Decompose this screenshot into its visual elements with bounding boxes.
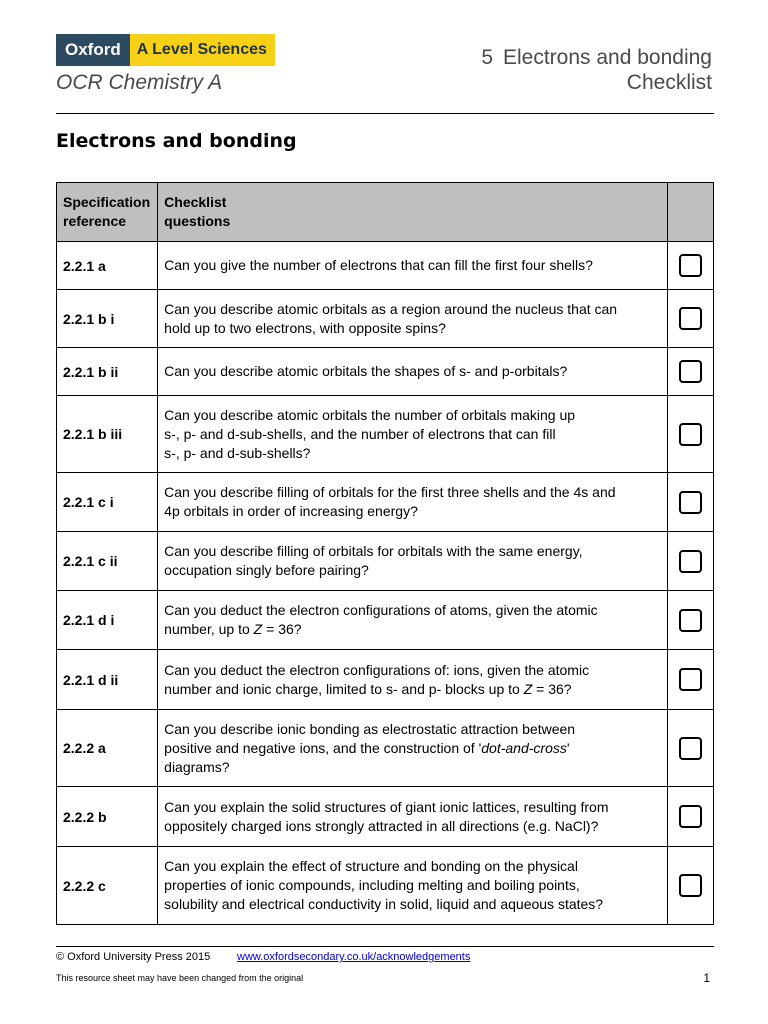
spec-reference: 2.2.1 b i	[57, 290, 158, 348]
question-line: number and ionic charge, limited to s- and p- blocks up to Z = 36?	[164, 680, 572, 697]
table-row	[57, 847, 714, 925]
disclaimer-text: This resource sheet may have been changed from the original	[56, 973, 304, 983]
checkbox-cell	[668, 591, 714, 650]
table-row	[57, 348, 714, 396]
checkbox[interactable]	[679, 874, 702, 897]
header-spec-reference: Specification reference	[57, 183, 158, 242]
checklist-question	[158, 290, 668, 348]
question-line: Can you give the number of electrons that can fill the first four shells?	[164, 257, 593, 273]
table-row	[57, 710, 714, 787]
question-line: properties of ionic compounds, including melting and boiling points,	[164, 877, 580, 893]
document-title	[481, 45, 712, 95]
spec-reference: 2.2.1 d i	[57, 591, 158, 650]
table-header-row	[57, 183, 714, 242]
question-line: hold up to two electrons, with opposite spins?	[164, 319, 446, 336]
checkbox-cell	[668, 787, 714, 847]
logo-oxford-text: Oxford	[56, 34, 130, 66]
table-row	[57, 473, 714, 532]
table-row	[57, 290, 714, 348]
chapter-title: Electrons and bonding	[503, 46, 712, 69]
question-line: solubility and electrical conductivity in solid, liquid and aqueous states?	[164, 896, 604, 912]
header-checklist-questions: Checklist questions	[158, 183, 668, 242]
question-line: Can you describe ionic bonding as electrostatic attraction between	[164, 720, 576, 737]
question-line: Can you describe atomic orbitals the number of orbitals making up	[164, 406, 576, 423]
doc-type: Checklist	[626, 71, 712, 94]
question-line: s-, p- and d-sub-shells?	[164, 444, 311, 461]
header-checkbox-column	[668, 183, 714, 242]
checklist-question	[158, 532, 668, 591]
question-line: oppositely charged ions strongly attracted in all directions (e.g. NaCl)?	[164, 817, 599, 834]
spec-reference: 2.2.2 c	[57, 847, 158, 925]
spec-reference: 2.2.1 c i	[57, 473, 158, 532]
checkbox[interactable]	[679, 423, 702, 446]
question-line: diagrams?	[164, 758, 230, 775]
checklist-question	[158, 396, 668, 473]
question-line: Can you deduct the electron configurations of: ions, given the atomic	[164, 661, 590, 678]
checkbox[interactable]	[679, 254, 702, 277]
question-line: Can you describe atomic orbitals as a region around the nucleus that can	[164, 300, 618, 317]
table-row	[57, 591, 714, 650]
subject-title: OCR Chemistry A	[56, 71, 223, 94]
table-row	[57, 787, 714, 847]
chapter-number: 5	[481, 46, 493, 69]
table-row	[57, 242, 714, 290]
page-number: 1	[703, 971, 710, 985]
question-line: Can you explain the solid structures of giant ionic lattices, resulting from	[164, 798, 609, 815]
checkbox[interactable]	[679, 550, 702, 573]
question-line: s-, p- and d-sub-shells, and the number of electrons that can fill	[164, 425, 556, 442]
spec-reference: 2.2.1 c ii	[57, 532, 158, 591]
copyright-text: © Oxford University Press 2015	[56, 951, 211, 963]
checkbox-cell	[668, 348, 714, 396]
checkbox[interactable]	[679, 307, 702, 330]
checkbox[interactable]	[679, 491, 702, 514]
checklist-question	[158, 473, 668, 532]
checkbox-cell	[668, 532, 714, 591]
checklist-table	[56, 182, 714, 925]
checkbox-cell	[668, 396, 714, 473]
checkbox-cell	[668, 710, 714, 787]
checklist-question	[158, 847, 668, 925]
oxford-logo	[56, 34, 275, 66]
question-line: 4p orbitals in order of increasing energy?	[164, 503, 418, 519]
spec-reference: 2.2.1 b ii	[57, 348, 158, 396]
checkbox-cell	[668, 290, 714, 348]
checklist-question	[158, 710, 668, 787]
page-title: Electrons and bonding	[56, 130, 297, 152]
question-line: Can you deduct the electron configurations of atoms, given the atomic	[164, 602, 598, 618]
checklist-question	[158, 650, 668, 710]
spec-reference: 2.2.1 d ii	[57, 650, 158, 710]
question-line: Can you describe filling of orbitals for the first three shells and the 4s and	[164, 484, 616, 500]
checklist-question	[158, 591, 668, 650]
checkbox[interactable]	[679, 737, 702, 760]
question-line: Can you describe atomic orbitals the shapes of s- and p-orbitals?	[164, 363, 568, 379]
checkbox-cell	[668, 242, 714, 290]
checkbox-cell	[668, 847, 714, 925]
table-row	[57, 396, 714, 473]
question-line: positive and negative ions, and the construction of 'dot-and-cross'	[164, 739, 570, 756]
question-line: Can you describe filling of orbitals for orbitals with the same energy,	[164, 543, 583, 559]
table-row	[57, 650, 714, 710]
checklist-question	[158, 242, 668, 290]
checkbox[interactable]	[679, 360, 702, 383]
question-line: number, up to Z = 36?	[164, 621, 302, 637]
checkbox-cell	[668, 473, 714, 532]
question-line: Can you explain the effect of structure and bonding on the physical	[164, 858, 578, 874]
logo-alevel-text: A Level Sciences	[130, 34, 275, 66]
table-row	[57, 532, 714, 591]
checkbox-cell	[668, 650, 714, 710]
checkbox[interactable]	[679, 609, 702, 632]
header-divider	[56, 113, 714, 114]
spec-reference: 2.2.1 a	[57, 242, 158, 290]
spec-reference: 2.2.1 b iii	[57, 396, 158, 473]
question-line: occupation singly before pairing?	[164, 562, 369, 578]
spec-reference: 2.2.2 a	[57, 710, 158, 787]
spec-reference: 2.2.2 b	[57, 787, 158, 847]
acknowledgements-link[interactable]: www.oxfordsecondary.co.uk/acknowledgements	[237, 951, 471, 963]
checklist-question	[158, 348, 668, 396]
checkbox[interactable]	[679, 805, 702, 828]
checklist-question	[158, 787, 668, 847]
footer-divider	[56, 946, 714, 947]
checkbox[interactable]	[679, 668, 702, 691]
